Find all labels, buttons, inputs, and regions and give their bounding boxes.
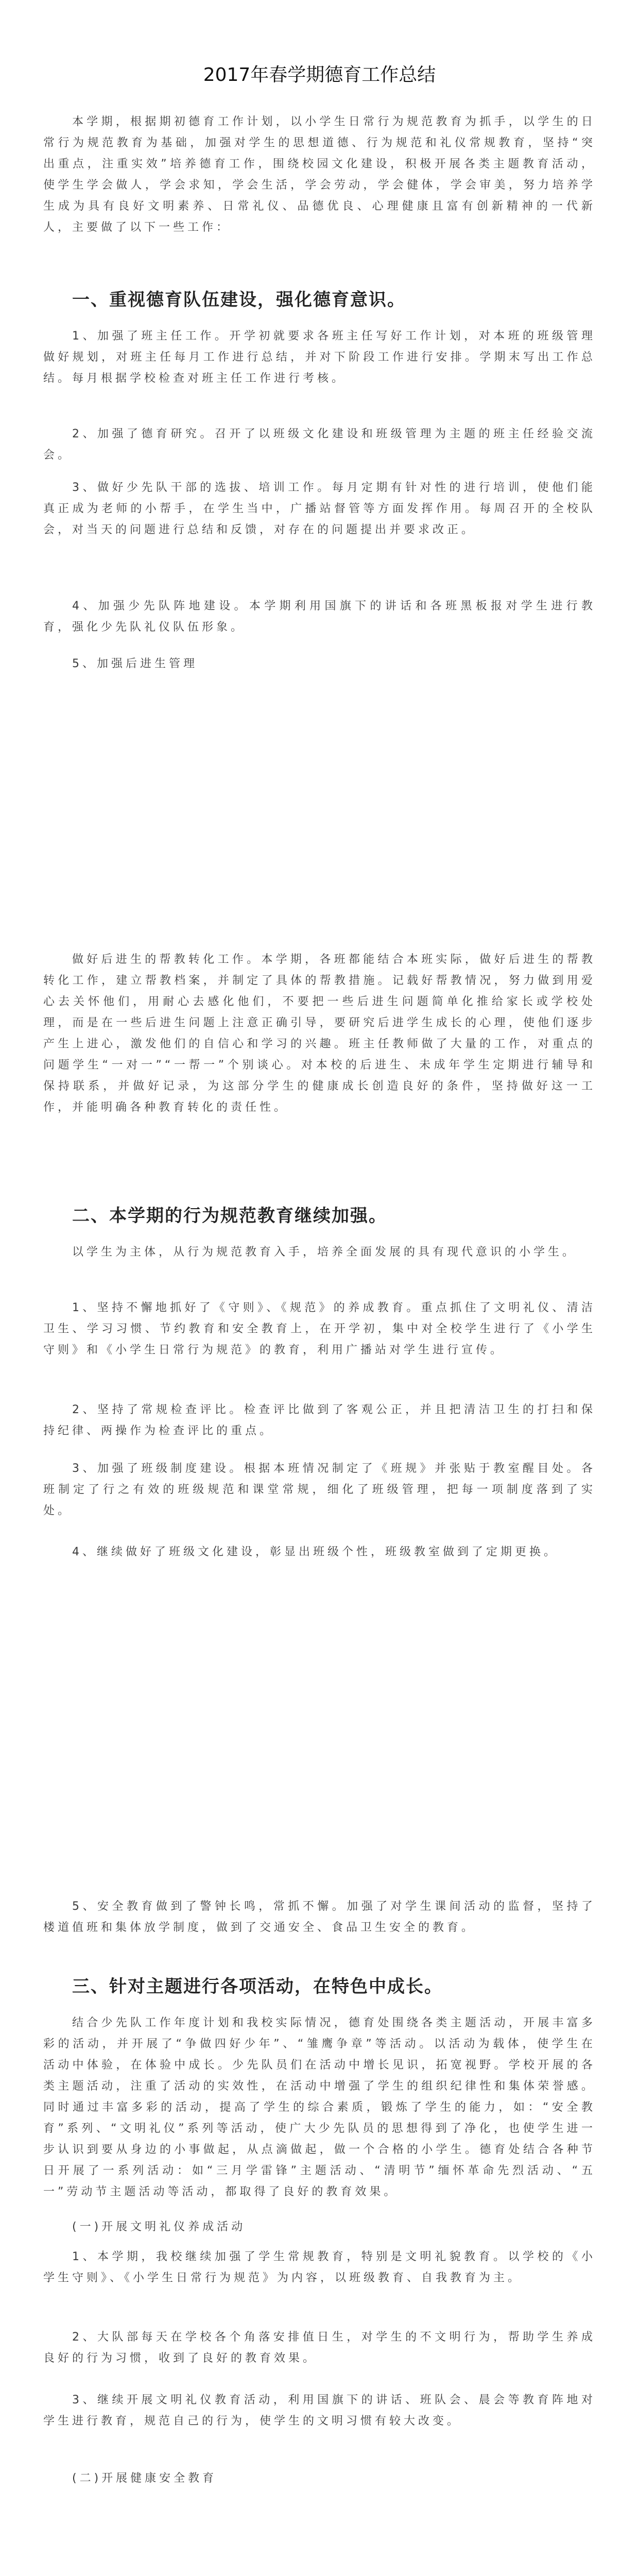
section2-item-1: 1、坚持不懈地抓好了《守则》、《规范》的养成教育。重点抓住了文明礼仪、清洁卫生、学习习惯、节约教育和安全教育上，在开学初，集中对全校学生进行了《小学生守则》和《小学生日常行为规范》的教育，利用广播站对学生进行宣传。 (43, 1301, 596, 1357)
section3-sub1-item-1: 1、本学期，我校继续加强了学生常规教育，特别是文明礼貌教育。以学校的《小学生守则》、《小学生日常行为规范》为内容，以班级教育、自我教育为主。 (43, 2250, 596, 2284)
section1-item-3: 3、做好少先队干部的选拔、培训工作。每月定期有针对性的进行培训，使他们能真正成为老师的小帮手，在学生当中，广播站督管等方面发挥作用。每周召开的全校队会，对当天的问题进行总结和反馈，对存在的问题提出并要求改正。 (43, 481, 596, 536)
section3-sub1-item-2: 2、大队部每天在学校各个角落安排值日生，对学生的不文明行为，帮助学生养成良好的行为习惯，收到了良好的教育效果。 (43, 2331, 596, 2365)
section3-sub1-item-3: 3、继续开展文明礼仪教育活动，利用国旗下的讲话、班队会、晨会等教育阵地对学生进行教育，规范自己的行为，使学生的文明习惯有较大改变。 (43, 2394, 596, 2428)
section2-intro: 以学生为主体，从行为规范教育入手，培养全面发展的具有现代意识的小学生。 (72, 1246, 577, 1259)
section-heading-3: 三、针对主题进行各项活动，在特色中成长。 (72, 1976, 443, 1997)
section3-subheading-2: (二)开展健康安全教育 (72, 2472, 217, 2485)
section2-item-3: 3、加强了班级制度建设。根据本班情况制定了《班规》并张贴于教室醒目处。各班制定了行之有效的班级规范和课堂常规，细化了班级管理，把每一项制度落到了实处。 (43, 1462, 596, 1517)
section1-item-5: 5、加强后进生管理 (72, 657, 198, 670)
section3-subheading-1: (一)开展文明礼仪养成活动 (72, 2221, 246, 2233)
section-heading-1: 一、重视德育队伍建设，强化德育意识。 (72, 290, 406, 310)
section1-item-1: 1、加强了班主任工作。开学初就要求各班主任写好工作计划，对本班的班级管理做好规划，对班主任每月工作进行总结，并对下阶段工作进行安排。学期末写出工作总结。每月根据学校检查对班主任工作进行考核。 (43, 330, 596, 385)
intro-paragraph: 本学期，根据期初德育工作计划，以小学生日常行为规范教育为抓手，以学生的日常行为规范教育为基础，加强对学生的思想道德、行为规范和礼仪常规教育，坚持“突出重点，注重实效”培养德育工作，围绕校园文化建设，积极开展各类主题教育活动，使学生学会做人，学会求知，学会生活，学会劳动，学会健体，学会审美，努力培养学生成为具有良好文明素养、日常礼仪、品德优良、心理健康且富有创新精神的一代新人，主要做了以下一些工作： (43, 115, 596, 234)
section1-followup-paragraph: 做好后进生的帮教转化工作。本学期，各班都能结合本班实际，做好后进生的帮教转化工作，建立帮教档案，并制定了具体的帮教措施。记载好帮教情况，努力做到用爱心去关怀他们，用耐心去感化他们，不要把一些后进生问题简单化推给家长或学校处理，而是在一些后进生问题上注意正确引导，要研究后进学生成长的心理，使他们逐步产生上进心，激发他们的自信心和学习的兴趣。班主任教师做了大量的工作，对重点的问题学生“一对一”“一帮一”个别谈心。对本校的后进生、未成年学生定期进行辅导和保持联系，并做好记录，为这部分学生的健康成长创造良好的条件，坚持做好这一工作，并能明确各种教育转化的责任性。 (43, 953, 596, 1114)
section2-item-2: 2、坚持了常规检查评比。检查评比做到了客观公正，并且把清洁卫生的打扫和保持纪律、两操作为检查评比的重点。 (43, 1403, 596, 1437)
section-heading-2: 二、本学期的行为规范教育继续加强。 (72, 1206, 387, 1226)
section2-item-4: 4、继续做好了班级文化建设，彰显出班级个性，班级教室做到了定期更换。 (72, 1546, 558, 1558)
section3-intro: 结合少先队工作年度计划和我校实际情况，德育处围绕各类主题活动，开展丰富多彩的活动，并开展了“争做四好少年”、“雏鹰争章”等活动。以活动为载体，使学生在活动中体验，在体验中成长。少先队员们在活动中增长见识，拓宽视野。学校开展的各类主题活动，注重了活动的实效性，在活动中增强了学生的组织纪律性和集体荣誉感。同时通过丰富多彩的活动，提高了学生的综合素质，锻炼了学生的能力，如：“安全教育”系列、“文明礼仪”系列等活动，使广大少先队员的思想得到了净化，也使学生进一步认识到要从身边的小事做起，从点滴做起，做一个合格的小学生。德育处结合各种节日开展了一系列活动：如“三月学雷锋”主题活动、“清明节”缅怀革命先烈活动、“五一”劳动节主题活动等活动，都取得了良好的教育效果。 (43, 2016, 596, 2198)
section2-item-5: 5、安全教育做到了警钟长鸣，常抓不懈。加强了对学生课间活动的监督，坚持了楼道值班和集体放学制度，做到了交通安全、食品卫生安全的教育。 (43, 1900, 596, 1934)
section1-item-2: 2、加强了德育研究。召开了以班级文化建设和班级管理为主题的班主任经验交流会。 (43, 428, 596, 462)
document-title: 2017年春学期德育工作总结 (203, 64, 436, 86)
section1-item-4: 4、加强少先队阵地建设。本学期利用国旗下的讲话和各班黑板报对学生进行教育，强化少先队礼仪队伍形象。 (43, 600, 596, 634)
